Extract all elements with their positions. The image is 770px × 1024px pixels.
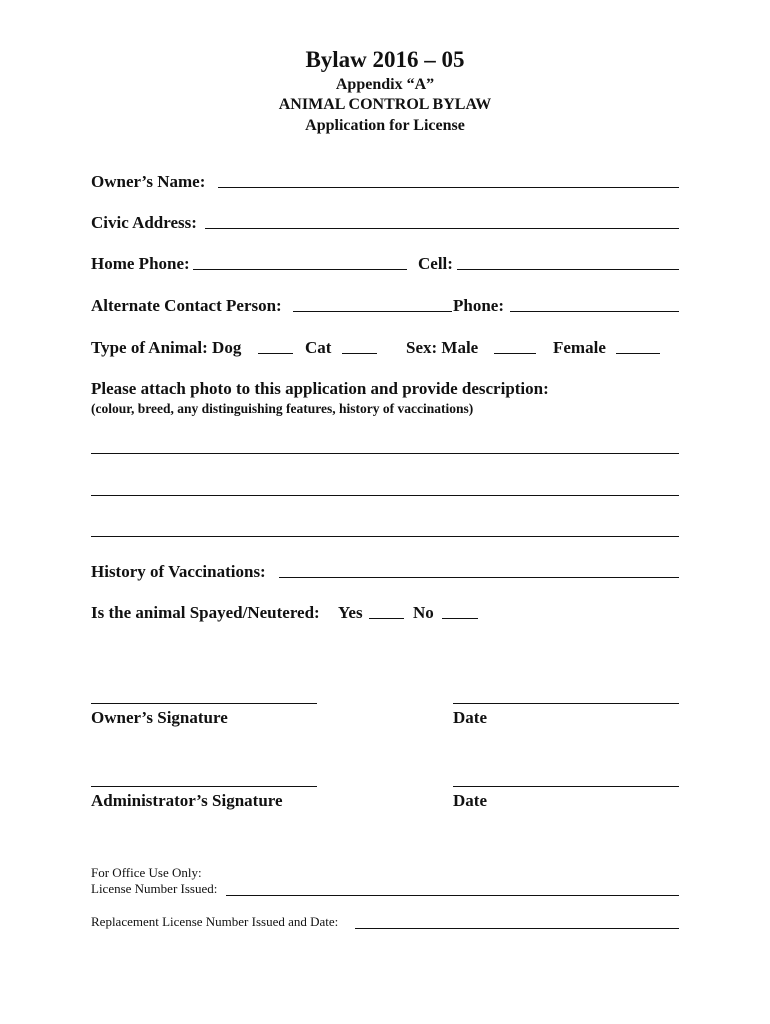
cell-field[interactable] — [457, 269, 679, 270]
description-line-1[interactable] — [91, 453, 679, 454]
administrator-signature-label: Administrator’s Signature — [91, 791, 283, 810]
license-number-label: License Number Issued: — [91, 881, 218, 896]
vaccinations-field[interactable] — [279, 577, 679, 578]
dog-field[interactable] — [258, 353, 293, 354]
spayed-question: Is the animal Spayed/Neutered: — [91, 603, 320, 622]
spayed-no-label: No — [413, 603, 434, 622]
license-number-field[interactable] — [226, 895, 679, 896]
cat-label: Cat — [305, 338, 332, 357]
civic-address-label: Civic Address: — [91, 213, 197, 232]
owner-date-line[interactable] — [453, 703, 679, 704]
spayed-yes-field[interactable] — [369, 618, 404, 619]
cell-label: Cell: — [418, 254, 453, 273]
vaccinations-label: History of Vaccinations: — [91, 562, 266, 581]
administrator-date-label: Date — [453, 791, 487, 810]
male-field[interactable] — [494, 353, 536, 354]
owner-name-field[interactable] — [218, 187, 679, 188]
type-of-animal-dog-label: Type of Animal: Dog — [91, 338, 242, 357]
home-phone-label: Home Phone: — [91, 254, 190, 273]
owner-date-label: Date — [453, 708, 487, 727]
office-use-heading: For Office Use Only: — [91, 865, 202, 880]
administrator-signature-line[interactable] — [91, 786, 317, 787]
replacement-license-field[interactable] — [355, 928, 679, 929]
spayed-no-field[interactable] — [442, 618, 478, 619]
home-phone-field[interactable] — [193, 269, 407, 270]
description-hint: (colour, breed, any distinguishing features, history of vaccinations) — [91, 401, 474, 416]
civic-address-field[interactable] — [205, 228, 679, 229]
form-name: Application for License — [305, 117, 465, 134]
document-title: Bylaw 2016 – 05 — [305, 47, 465, 72]
phone-label: Phone: — [453, 296, 504, 315]
sex-male-label: Sex: Male — [406, 338, 479, 357]
female-label: Female — [553, 338, 606, 357]
phone-field[interactable] — [510, 311, 679, 312]
description-instruction: Please attach photo to this application and provide description: — [91, 379, 549, 398]
appendix-label: Appendix “A” — [335, 76, 435, 93]
female-field[interactable] — [616, 353, 660, 354]
alternate-contact-label: Alternate Contact Person: — [91, 296, 282, 315]
spayed-yes-label: Yes — [338, 603, 363, 622]
administrator-date-line[interactable] — [453, 786, 679, 787]
owner-signature-line[interactable] — [91, 703, 317, 704]
description-line-2[interactable] — [91, 495, 679, 496]
replacement-license-label: Replacement License Number Issued and Date: — [91, 914, 339, 929]
bylaw-name: ANIMAL CONTROL BYLAW — [278, 96, 492, 113]
owner-signature-label: Owner’s Signature — [91, 708, 228, 727]
cat-field[interactable] — [342, 353, 377, 354]
owner-name-label: Owner’s Name: — [91, 172, 206, 191]
description-line-3[interactable] — [91, 536, 679, 537]
alternate-contact-field[interactable] — [293, 311, 452, 312]
